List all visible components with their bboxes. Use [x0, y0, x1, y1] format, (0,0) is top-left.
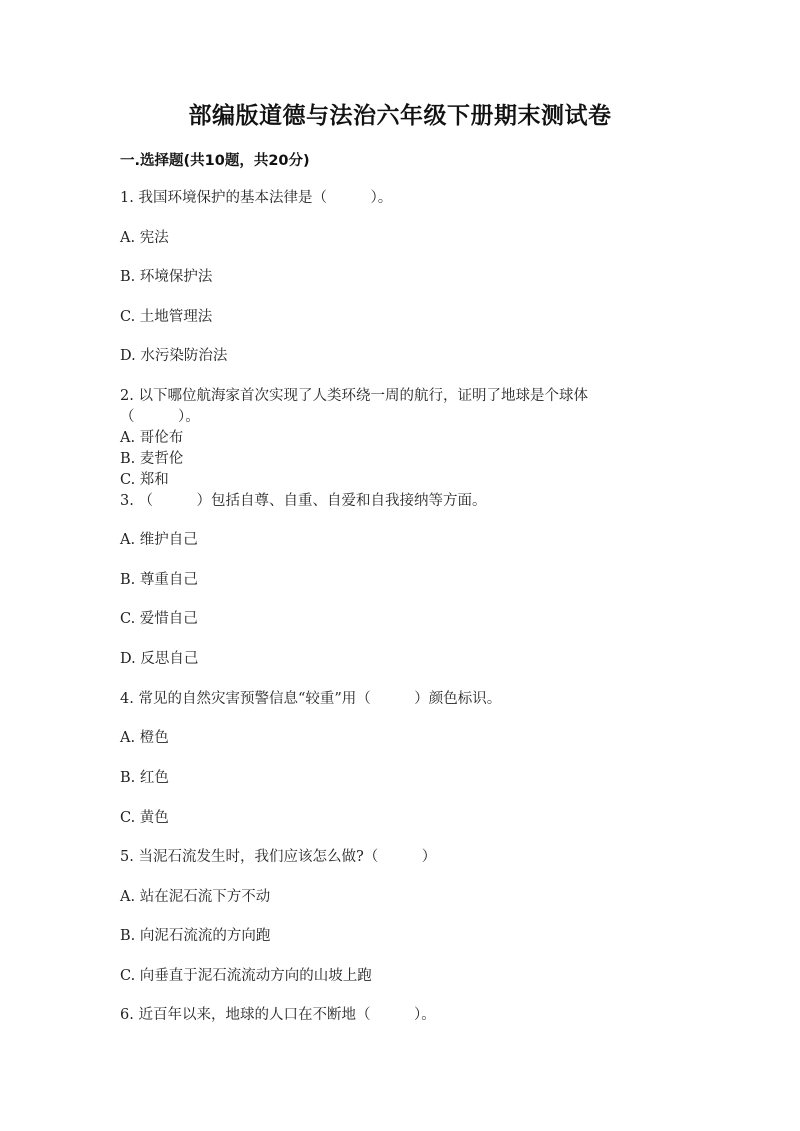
- question-4: 4. 常见的自然灾害预警信息“较重”用（ ）颜色标识。: [120, 691, 502, 707]
- q4-option-a: A. 橙色: [120, 730, 169, 746]
- question-2-continued: （ ）。: [120, 409, 200, 425]
- q3-option-d: D. 反思自己: [120, 651, 199, 667]
- q1-option-a: A. 宪法: [120, 230, 169, 246]
- q1-option-b: B. 环境保护法: [120, 269, 213, 285]
- question-2: 2. 以下哪位航海家首次实现了人类环绕一周的航行，证明了地球是个球体: [120, 388, 588, 404]
- q1-option-c: C. 土地管理法: [120, 309, 213, 325]
- question-3: 3. （ ）包括自尊、自重、自爱和自我接纳等方面。: [120, 493, 487, 509]
- q4-option-c: C. 黄色: [120, 810, 169, 826]
- q1-option-d: D. 水污染防治法: [120, 348, 228, 364]
- q5-option-b: B. 向泥石流流的方向跑: [120, 928, 271, 944]
- question-6: 6. 近百年以来，地球的人口在不断地（ ）。: [120, 1007, 436, 1023]
- q4-option-b: B. 红色: [120, 770, 169, 786]
- q5-option-a: A. 站在泥石流下方不动: [120, 889, 271, 905]
- q5-option-c: C. 向垂直于泥石流流动方向的山坡上跑: [120, 968, 372, 984]
- q2-option-c: C. 郑和: [120, 472, 169, 488]
- section-heading: 一.选择题(共10题，共20分): [120, 153, 310, 169]
- q3-option-c: C. 爱惜自己: [120, 611, 198, 627]
- q2-option-a: A. 哥伦布: [120, 430, 184, 446]
- q2-option-b: B. 麦哲伦: [120, 451, 184, 467]
- page-title: 部编版道德与法治六年级下册期末测试卷: [188, 103, 612, 129]
- question-5: 5. 当泥石流发生时，我们应该怎么做?（ ）: [120, 849, 437, 865]
- q3-option-a: A. 维护自己: [120, 532, 198, 548]
- question-1: 1. 我国环境保护的基本法律是（ ）。: [120, 190, 393, 206]
- q3-option-b: B. 尊重自己: [120, 572, 198, 588]
